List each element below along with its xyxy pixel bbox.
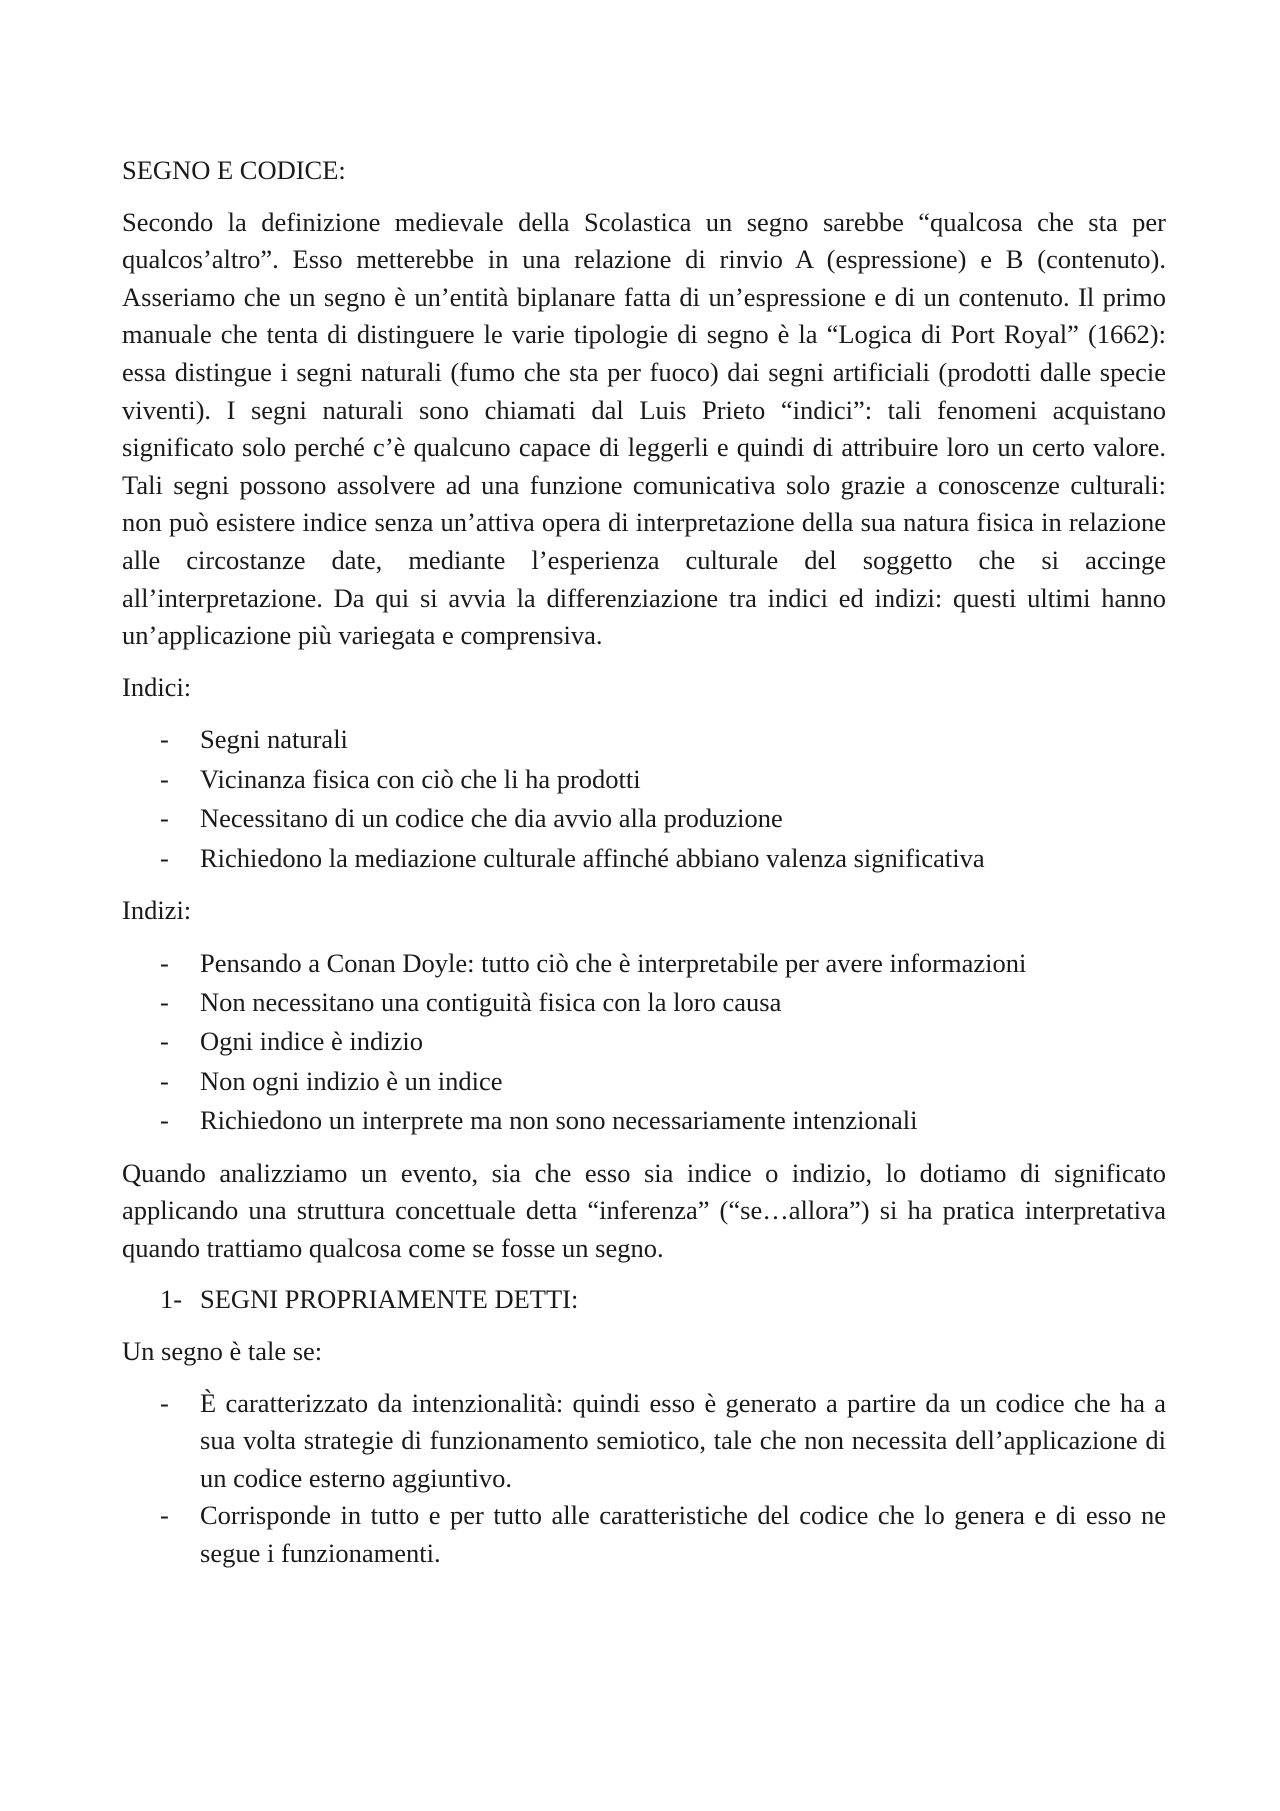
list-item: - Vicinanza fisica con ciò che li ha prodotti [122, 760, 1166, 799]
intro-paragraph: Secondo la definizione medievale della Scolastica un segno sarebbe “qualcosa che sta per qualcos’altro”. Esso metterebbe in una relazione di rinvio A (espressione) e B (contenuto). Asseriamo che un segno è un’entità biplanare fatta di un’espressione e di un contenuto. Il primo manuale che tenta di distinguere le varie tipologie di segno è la “Logica di Port Royal” (1662): essa distingue i segni naturali (fumo che sta per fuoco) dai segni artificiali (prodotti dalle specie viventi). I segni naturali sono chiamati dal Luis Prieto “indici”: tali fenomeni acquistano significato solo perché c’è qualcuno capace di leggerli e quindi di attribuire loro un certo valore. Tali segni possono assolvere ad una funzione comunicativa solo grazie a conoscenze culturali: non può esistere indice senza un’attiva opera di interpretazione della sua natura fisica in relazione alle circostanze date, mediante l’esperienza culturale del soggetto che si accinge all’interpretazione. Da qui si avvia la differenziazione tra indici ed indizi: questi ultimi hanno un’applicazione più variegata e comprensiva. [122, 206, 1166, 651]
bullet-dash: - [160, 947, 169, 978]
list-item: - È caratterizzato da intenzionalità: quindi esso è generato a partire da un codice che ha a sua volta strategie di funzionamento semiotico, tale che non necessita dell’applicazione di un codice esterno aggiuntivo. [122, 1385, 1166, 1498]
bullet-dash: - [160, 1387, 169, 1418]
bullet-dash: - [160, 1500, 169, 1531]
indizi-list [122, 944, 1166, 1141]
bullet-dash: - [160, 1105, 169, 1136]
bullet-dash: - [160, 1026, 169, 1057]
section-number: 1- [160, 1284, 183, 1315]
indizi-label: Indizi: [122, 894, 192, 925]
list-item: - Corrisponde in tutto e per tutto alle caratteristiche del codice che lo genera e di esso ne segue i funzionamenti. [122, 1497, 1166, 1572]
list-item: - Necessitano di un codice che dia avvio alla produzione [122, 799, 1166, 838]
bullet-dash: - [160, 763, 169, 794]
list-item: - Non necessitano una contiguità fisica con la loro causa [122, 983, 1166, 1022]
bullet-dash: - [160, 803, 169, 834]
bullet-dash: - [160, 724, 169, 755]
list-item: - Pensando a Conan Doyle: tutto ciò che è interpretabile per avere informazioni [122, 944, 1166, 983]
bullet-dash: - [160, 986, 169, 1017]
inference-paragraph: Quando analizziamo un evento, sia che esso sia indice o indizio, lo dotiamo di significato applicando una struttura concettuale detta “inferenza” (“se…allora”) si ha pratica interpretativa quando trattiamo qualcosa come se fosse un segno. [122, 1157, 1166, 1263]
bullet-dash: - [160, 1065, 169, 1096]
section-1-intro: Un segno è tale se: [122, 1335, 323, 1366]
section-heading-text: SEGNI PROPRIAMENTE DETTI: [200, 1284, 579, 1315]
list-item: - Richiedono la mediazione culturale affinché abbiano valenza significativa [122, 839, 1166, 878]
section-1-heading [122, 1281, 1166, 1319]
list-item: - Non ogni indizio è un indice [122, 1062, 1166, 1101]
bullet-dash: - [160, 842, 169, 873]
indici-label: Indici: [122, 671, 192, 702]
list-item: - Segni naturali [122, 720, 1166, 759]
list-item: - Richiedono un interprete ma non sono necessariamente intenzionali [122, 1101, 1166, 1140]
section-1-list [122, 1385, 1166, 1573]
document-title: SEGNO E CODICE: [122, 155, 346, 185]
list-item: - Ogni indice è indizio [122, 1022, 1166, 1061]
indici-list [122, 720, 1166, 878]
document-page [122, 152, 1166, 1573]
